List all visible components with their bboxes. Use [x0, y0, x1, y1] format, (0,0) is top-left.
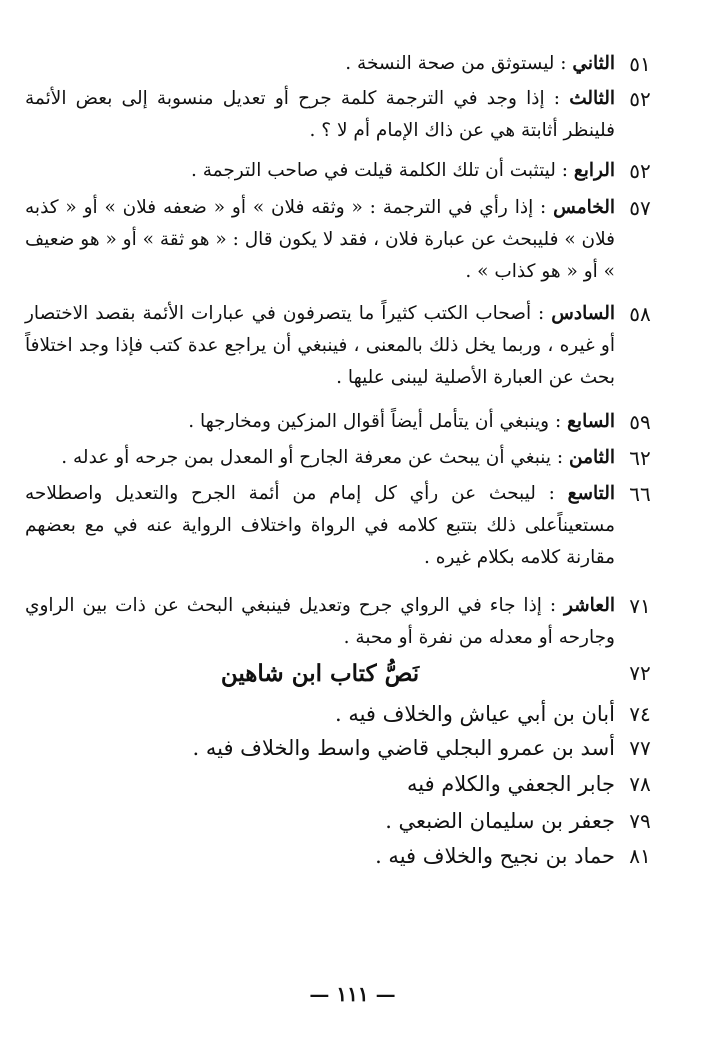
entry-text [25, 298, 615, 394]
narrator-name: حماد بن نجيح والخلاف فيه . [375, 844, 615, 868]
list-item [25, 478, 665, 574]
narrator-name: أبان بن أبي عياش والخلاف فيه . [334, 702, 615, 726]
page-reference: ٥٩ [629, 410, 651, 434]
list-item [25, 805, 665, 837]
entry-description: : إذا رأي في الترجمة : « وثقه فلان » أو « ضعفه فلان » أو « كذبه فلان » فليبحث عن عبارة فلان ، فقد لا يكون قال : « هو ثقة » أو « هو ضعيف » أو « هو كذاب » . [25, 197, 615, 282]
entry-label: العاشر [563, 595, 615, 616]
list-item [25, 192, 665, 288]
narrator-name: جعفر بن سليمان الضبعي . [385, 809, 615, 833]
list-item [25, 406, 665, 438]
narrator-name: أسد بن عمرو البجلي قاضي واسط والخلاف فيه . [192, 736, 615, 760]
page-reference: ٥١ [629, 52, 651, 76]
page-reference: ٦٦ [629, 482, 651, 506]
entry-text [25, 192, 615, 288]
entry-text [25, 48, 615, 80]
list-item [25, 732, 665, 764]
entry-label: الخامس [553, 197, 615, 218]
entry-text [25, 83, 615, 147]
section-heading-row [25, 657, 665, 691]
page-reference: ٥٧ [629, 196, 651, 220]
list-item [25, 155, 665, 187]
page-reference: ٥٢ [629, 159, 651, 183]
entry-description: : ليتثبت أن تلك الكلمة قيلت في صاحب الترجمة . [190, 160, 574, 181]
entry-description: : ليستوثق من صحة النسخة . [345, 53, 573, 74]
list-item [25, 442, 665, 474]
page-reference: ٧٧ [629, 736, 651, 760]
page-reference: ٧٩ [629, 809, 651, 833]
list-item [25, 48, 665, 80]
list-item [25, 298, 665, 394]
list-item [25, 83, 665, 147]
entry-text [25, 442, 615, 474]
entry-label: الثالث [569, 88, 615, 109]
entry-label: الرابع [573, 160, 615, 181]
entry-description: : إذا وجد في الترجمة كلمة جرح أو تعديل منسوبة إلى بعض الأئمة فلينظر أثابتة هي عن ذاك الإمام أم لا ؟ . [25, 88, 615, 141]
entry-text [25, 155, 615, 187]
list-item [25, 698, 665, 730]
list-item [25, 768, 665, 800]
page-number: — ١١١ — [309, 982, 396, 1006]
entry-label: الثامن [569, 447, 615, 468]
page-reference: ٧٤ [629, 702, 651, 726]
page-reference: ٧١ [629, 594, 651, 618]
entry-text [25, 590, 615, 654]
entry-label: الثاني [572, 53, 615, 74]
list-item [25, 840, 665, 872]
list-item [25, 590, 665, 654]
entry-description: : إذا جاء في الرواي جرح وتعديل فينبغي البحث عن ذات بين الراوي وجارحه أو معدله من نفرة أو محبة . [25, 595, 615, 648]
page-reference: ٥٢ [629, 87, 651, 111]
page-reference: ٦٢ [629, 446, 651, 470]
entry-text [25, 406, 615, 438]
entry-label: السادس [551, 303, 615, 324]
page-reference: ٧٨ [629, 772, 651, 796]
entry-description: : ينبغي أن يبحث عن معرفة الجارح أو المعدل بمن جرحه أو عدله . [61, 447, 569, 468]
page-reference: ٥٨ [629, 302, 651, 326]
entry-description: : وينبغي أن يتأمل أيضاً أقوال المزكين ومخارجها . [188, 411, 568, 432]
page-reference: ٨١ [629, 844, 651, 868]
page-reference: ٧٢ [629, 661, 651, 685]
narrator-name: جابر الجعفي والكلام فيه [406, 772, 615, 796]
entry-label: التاسع [567, 483, 615, 504]
entry-label: السابع [567, 411, 615, 432]
entry-text [25, 478, 615, 574]
section-heading: نَصُّ كتاب ابن شاهين [220, 660, 420, 687]
entry-description: : ليبحث عن رأي كل إمام من أئمة الجرح والتعديل واصطلاحه مستعيناًعلى ذلك بتتبع كلامه في الرواة واختلاف الرواية عنه في مع بعضهم مقارنة كلامه بكلام غيره . [25, 483, 615, 568]
entry-description: : أصحاب الكتب كثيراً ما يتصرفون في عبارات الأئمة بقصد الاختصار أو غيره ، وربما يخل ذلك بالمعنى ، فينبغي أن يراجع عدة كتب فإذا وجد اختلافاً بحث عن العبارة الأصلية ليبنى عليها . [25, 303, 615, 388]
